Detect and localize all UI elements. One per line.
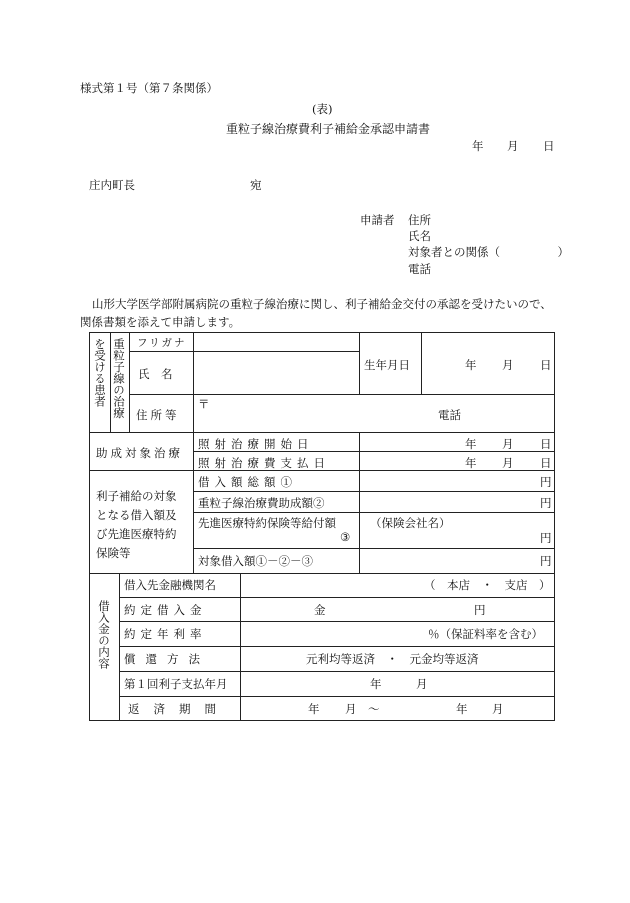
date-month: 月 [507,139,519,153]
birth-month: 月 [502,358,514,372]
patient-section-label-1: を受ける患者 [93,338,107,407]
repayment-method-label: 償還方法 [124,652,210,666]
date-year: 年 [472,139,484,153]
loan-amounts-label-3: び先進医療特約 [96,527,177,541]
form-side: (表) [312,102,333,116]
lender-value: （ 本店 ・ 支店 ） [424,578,551,592]
intro-line-2: 関係書類を添えて申請します。 [80,315,241,329]
treatment-start-label: 照射治療開始日 [198,437,314,451]
repayment-method-value: 元利均等返済 ・ 元金均等返済 [306,652,479,666]
postal-mark: 〒 [198,397,210,411]
paid-year: 年 [465,456,477,470]
period-end-year: 年 [456,702,468,716]
start-year: 年 [465,437,477,451]
paid-day: 日 [540,456,552,470]
total-yen: 円 [540,475,552,489]
subsidy-yen: 円 [540,496,552,510]
loan-amount-unit: 円 [474,603,486,617]
applicant-phone: 電話 [408,262,431,276]
loan-amounts-label-1: 利子補給の対象 [96,489,177,503]
loan-amounts-label-4: 保険等 [96,546,131,560]
repayment-period-label: 返済期間 [128,702,230,716]
period-end-month: 月 [492,702,504,716]
applicant-address: 住所 [408,213,431,227]
loan-total-label: 借入額総額① [198,475,297,489]
insurance-label-2: ③ [340,530,351,544]
first-payment-month: 月 [416,677,428,691]
insurance-yen: 円 [540,531,552,545]
date-day: 日 [543,139,555,153]
form-number: 様式第１号（第７条関係） [80,81,218,95]
start-day: 日 [540,437,552,451]
addressee-name: 庄内町長 [89,178,135,192]
patient-section-label-2: 重粒子線の治療 [112,338,126,419]
interest-rate-label: 約定年利率 [124,627,207,641]
period-start-year: 年 [308,702,320,716]
page-title: 重粒子線治療費利子補給金承認申請書 [226,122,431,136]
patient-name-label: 氏 名 [138,367,173,381]
birth-date-label: 生年月日 [364,358,410,372]
target-yen: 円 [540,554,552,568]
applicant-name: 氏名 [408,229,431,243]
patient-address-label: 住所等 [136,408,180,422]
loan-amounts-label-2: となる借入額及 [96,508,177,522]
birth-day: 日 [540,358,552,372]
subsidy-label: 重粒子線治療費助成額② [198,496,325,510]
insurance-label-1: 先進医療特約保険等給付額 [198,516,336,530]
paid-month: 月 [502,456,514,470]
patient-phone-label: 電話 [438,408,461,422]
target-loan-label: 対象借入額①－②－③ [198,554,313,568]
intro-line-1: 山形大学医学部附属病院の重粒子線治療に関し、利子補給金交付の承認を受けたいので、 [92,297,552,311]
first-payment-label: 第１回利子支払年月 [124,677,228,691]
birth-year: 年 [465,358,477,372]
loan-amount-label: 約定借入金 [124,603,207,617]
interest-rate-unit: ％（保証料率を含む） [428,627,543,641]
treatment-paid-label: 照射治療費支払日 [198,456,330,470]
furigana-label: フリガナ [137,337,187,349]
loan-section-label: 借入金の内容 [97,600,111,669]
applicant-label: 申請者 [360,213,395,227]
loan-amount-prefix: 金 [314,603,326,617]
lender-label: 借入先金融機関名 [124,578,216,592]
first-payment-year: 年 [370,677,382,691]
applicant-relation: 対象者との関係（ ） [408,245,569,259]
addressee-suffix: 宛 [250,178,262,192]
insurer-name-label: （保険会社名） [370,516,451,530]
treatment-label: 助成対象治療 [96,446,183,460]
period-start-month: 月 ～ [345,702,380,716]
start-month: 月 [502,437,514,451]
